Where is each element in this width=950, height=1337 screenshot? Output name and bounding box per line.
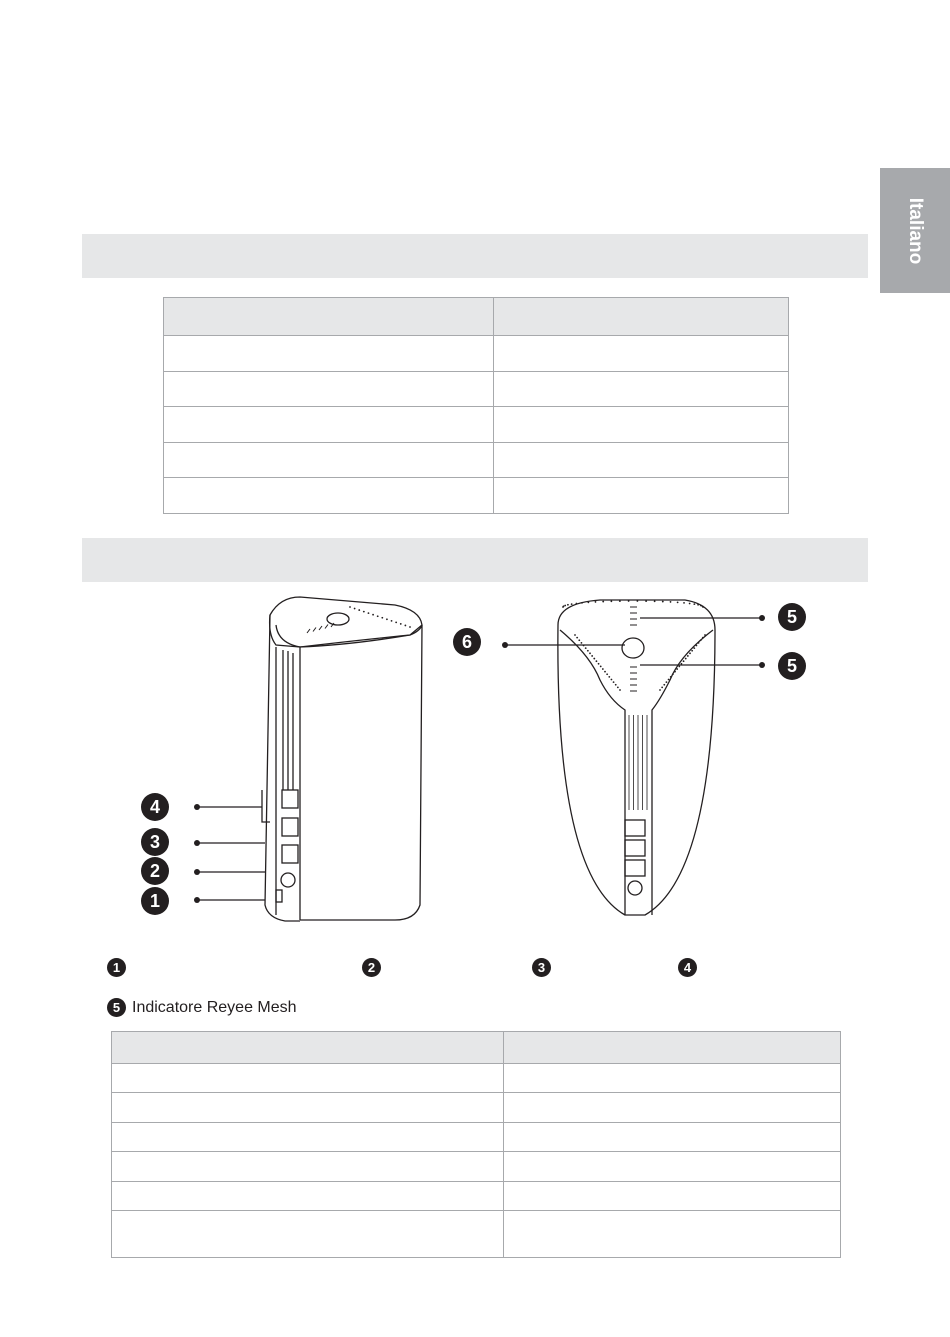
- router-rear-view: [558, 600, 715, 915]
- indicator-dot: [602, 668, 604, 670]
- table-row: [164, 442, 789, 478]
- indicator-dot: [372, 614, 374, 616]
- indicator-dot: [689, 652, 691, 654]
- indicator-dot: [619, 600, 621, 602]
- indicator-dot: [696, 645, 698, 647]
- indicator-heading: [107, 998, 297, 1017]
- table-row: [112, 1210, 841, 1257]
- indicator-dash: [325, 625, 328, 629]
- indicator-dot: [693, 603, 695, 605]
- indicator-dot: [663, 684, 665, 686]
- router-side-view: [262, 597, 422, 921]
- language-tab: [880, 168, 950, 293]
- router-diagram: [0, 585, 950, 935]
- indicator-dot: [676, 668, 678, 670]
- indicator-dot: [672, 673, 674, 675]
- indicator-dot: [575, 603, 577, 605]
- indicator-dot: [598, 663, 600, 665]
- indicator-dot: [391, 620, 393, 622]
- indicator-dot: [563, 605, 565, 607]
- indicator-dot: [687, 655, 689, 657]
- legend-badge: 3: [532, 958, 551, 977]
- indicator-dot: [400, 623, 402, 625]
- indicator-dash: [307, 629, 310, 633]
- indicator-dot: [564, 605, 566, 607]
- callout-2: [141, 857, 169, 885]
- table-row: [112, 1122, 841, 1151]
- table-row: [112, 1152, 841, 1181]
- legend-item-2: [362, 958, 387, 977]
- indicator-dot: [602, 601, 604, 603]
- indicator-dot: [636, 600, 638, 602]
- section-header-bar-specifications: [82, 234, 868, 278]
- indicator-label: Indicatore Reyee Mesh: [132, 998, 297, 1016]
- indicator-dot: [595, 601, 597, 603]
- indicator-dot: [593, 658, 595, 660]
- indicator-dot: [704, 634, 706, 636]
- indicator-dot: [368, 612, 370, 614]
- indicator-dot: [693, 647, 695, 649]
- indicator-dot: [659, 689, 661, 691]
- indicator-dot: [698, 642, 700, 644]
- indicator-dot: [381, 617, 383, 619]
- indicator-table: [111, 1031, 841, 1258]
- indicator-dot: [668, 679, 670, 681]
- table-row: [164, 371, 789, 407]
- indicator-dot: [606, 673, 608, 675]
- indicator-dot: [363, 611, 365, 613]
- indicator-dot: [581, 642, 583, 644]
- indicator-dot: [587, 650, 589, 652]
- indicator-dot: [611, 679, 613, 681]
- indicator-dot: [700, 639, 702, 641]
- indicator-dot: [600, 666, 602, 668]
- indicator-dot: [358, 609, 360, 611]
- legend-badge: 2: [362, 958, 381, 977]
- section-header-bar-product-overview: [82, 538, 868, 582]
- legend-item-1: [107, 958, 132, 977]
- svg-text:6: 6: [461, 632, 473, 652]
- indicator-dot: [689, 603, 691, 605]
- table-row: [112, 1181, 841, 1210]
- indicator-dot: [613, 681, 615, 683]
- indicator-dot: [409, 626, 411, 628]
- table-row: [164, 478, 789, 514]
- callout-5-bottom: [778, 652, 806, 680]
- indicator-dash: [313, 628, 316, 632]
- indicator-dot: [645, 600, 647, 602]
- indicator-dot: [617, 686, 619, 688]
- specifications-table: [163, 297, 789, 514]
- indicator-dot: [661, 686, 663, 688]
- indicator-dot: [589, 652, 591, 654]
- legend-badge: 4: [678, 958, 697, 977]
- indicator-dot: [591, 655, 593, 657]
- indicator-dot: [354, 608, 356, 610]
- indicator-dot: [585, 647, 587, 649]
- svg-text:1: 1: [149, 891, 161, 911]
- indicator-dot: [662, 601, 664, 603]
- indicator-dot: [670, 601, 672, 603]
- indicator-dot: [678, 666, 680, 668]
- legend-item-3: [532, 958, 557, 977]
- legend-item-4: [678, 958, 703, 977]
- indicator-dot: [581, 602, 583, 604]
- table-row: [112, 1064, 841, 1093]
- table-row: [164, 407, 789, 443]
- indicator-dot: [628, 600, 630, 602]
- indicator-dot: [691, 650, 693, 652]
- indicator-dot: [697, 604, 699, 606]
- indicator-dot: [386, 618, 388, 620]
- indicator-dot: [681, 663, 683, 665]
- indicator-dot: [578, 639, 580, 641]
- indicator-dot: [610, 600, 612, 602]
- indicator-dot: [674, 671, 676, 673]
- svg-text:5: 5: [786, 607, 798, 627]
- indicator-dot: [702, 606, 704, 608]
- indicator-dot: [574, 634, 576, 636]
- indicator-dot: [395, 621, 397, 623]
- indicator-dot: [683, 602, 685, 604]
- table-row: [112, 1093, 841, 1122]
- indicator-dot: [670, 676, 672, 678]
- indicator-dot: [377, 615, 379, 617]
- indicator-dot: [677, 601, 679, 603]
- callout-3: [141, 828, 169, 856]
- svg-text:2: 2: [149, 861, 161, 881]
- indicator-dot: [702, 637, 704, 639]
- indicator-dot: [587, 601, 589, 603]
- language-tab-label: Italiano: [905, 197, 926, 264]
- indicator-dot: [654, 600, 656, 602]
- indicator-dot: [683, 660, 685, 662]
- indicator-dot: [608, 676, 610, 678]
- indicator-dot: [404, 625, 406, 627]
- indicator-dot: [571, 603, 573, 605]
- legend-badge: 1: [107, 958, 126, 977]
- indicator-dash: [319, 626, 322, 630]
- svg-text:3: 3: [149, 832, 161, 852]
- indicator-dot: [604, 671, 606, 673]
- indicator-dot: [700, 605, 702, 607]
- indicator-dot: [576, 637, 578, 639]
- indicator-dot: [615, 684, 617, 686]
- callout-1: [141, 887, 169, 915]
- table-header-row: [112, 1032, 841, 1064]
- table-row: [164, 336, 789, 372]
- indicator-dot: [666, 681, 668, 683]
- indicator-badge: 5: [107, 998, 126, 1017]
- table-header-row: [164, 298, 789, 336]
- indicator-dot: [567, 604, 569, 606]
- indicator-dot: [583, 645, 585, 647]
- svg-text:5: 5: [786, 656, 798, 676]
- callout-6: [453, 628, 481, 656]
- indicator-dot: [619, 689, 621, 691]
- indicator-dot: [685, 658, 687, 660]
- indicator-dot: [349, 606, 351, 608]
- callout-5-top: [778, 603, 806, 631]
- svg-text:4: 4: [149, 797, 161, 817]
- indicator-dot: [596, 660, 598, 662]
- callout-4: [141, 793, 169, 821]
